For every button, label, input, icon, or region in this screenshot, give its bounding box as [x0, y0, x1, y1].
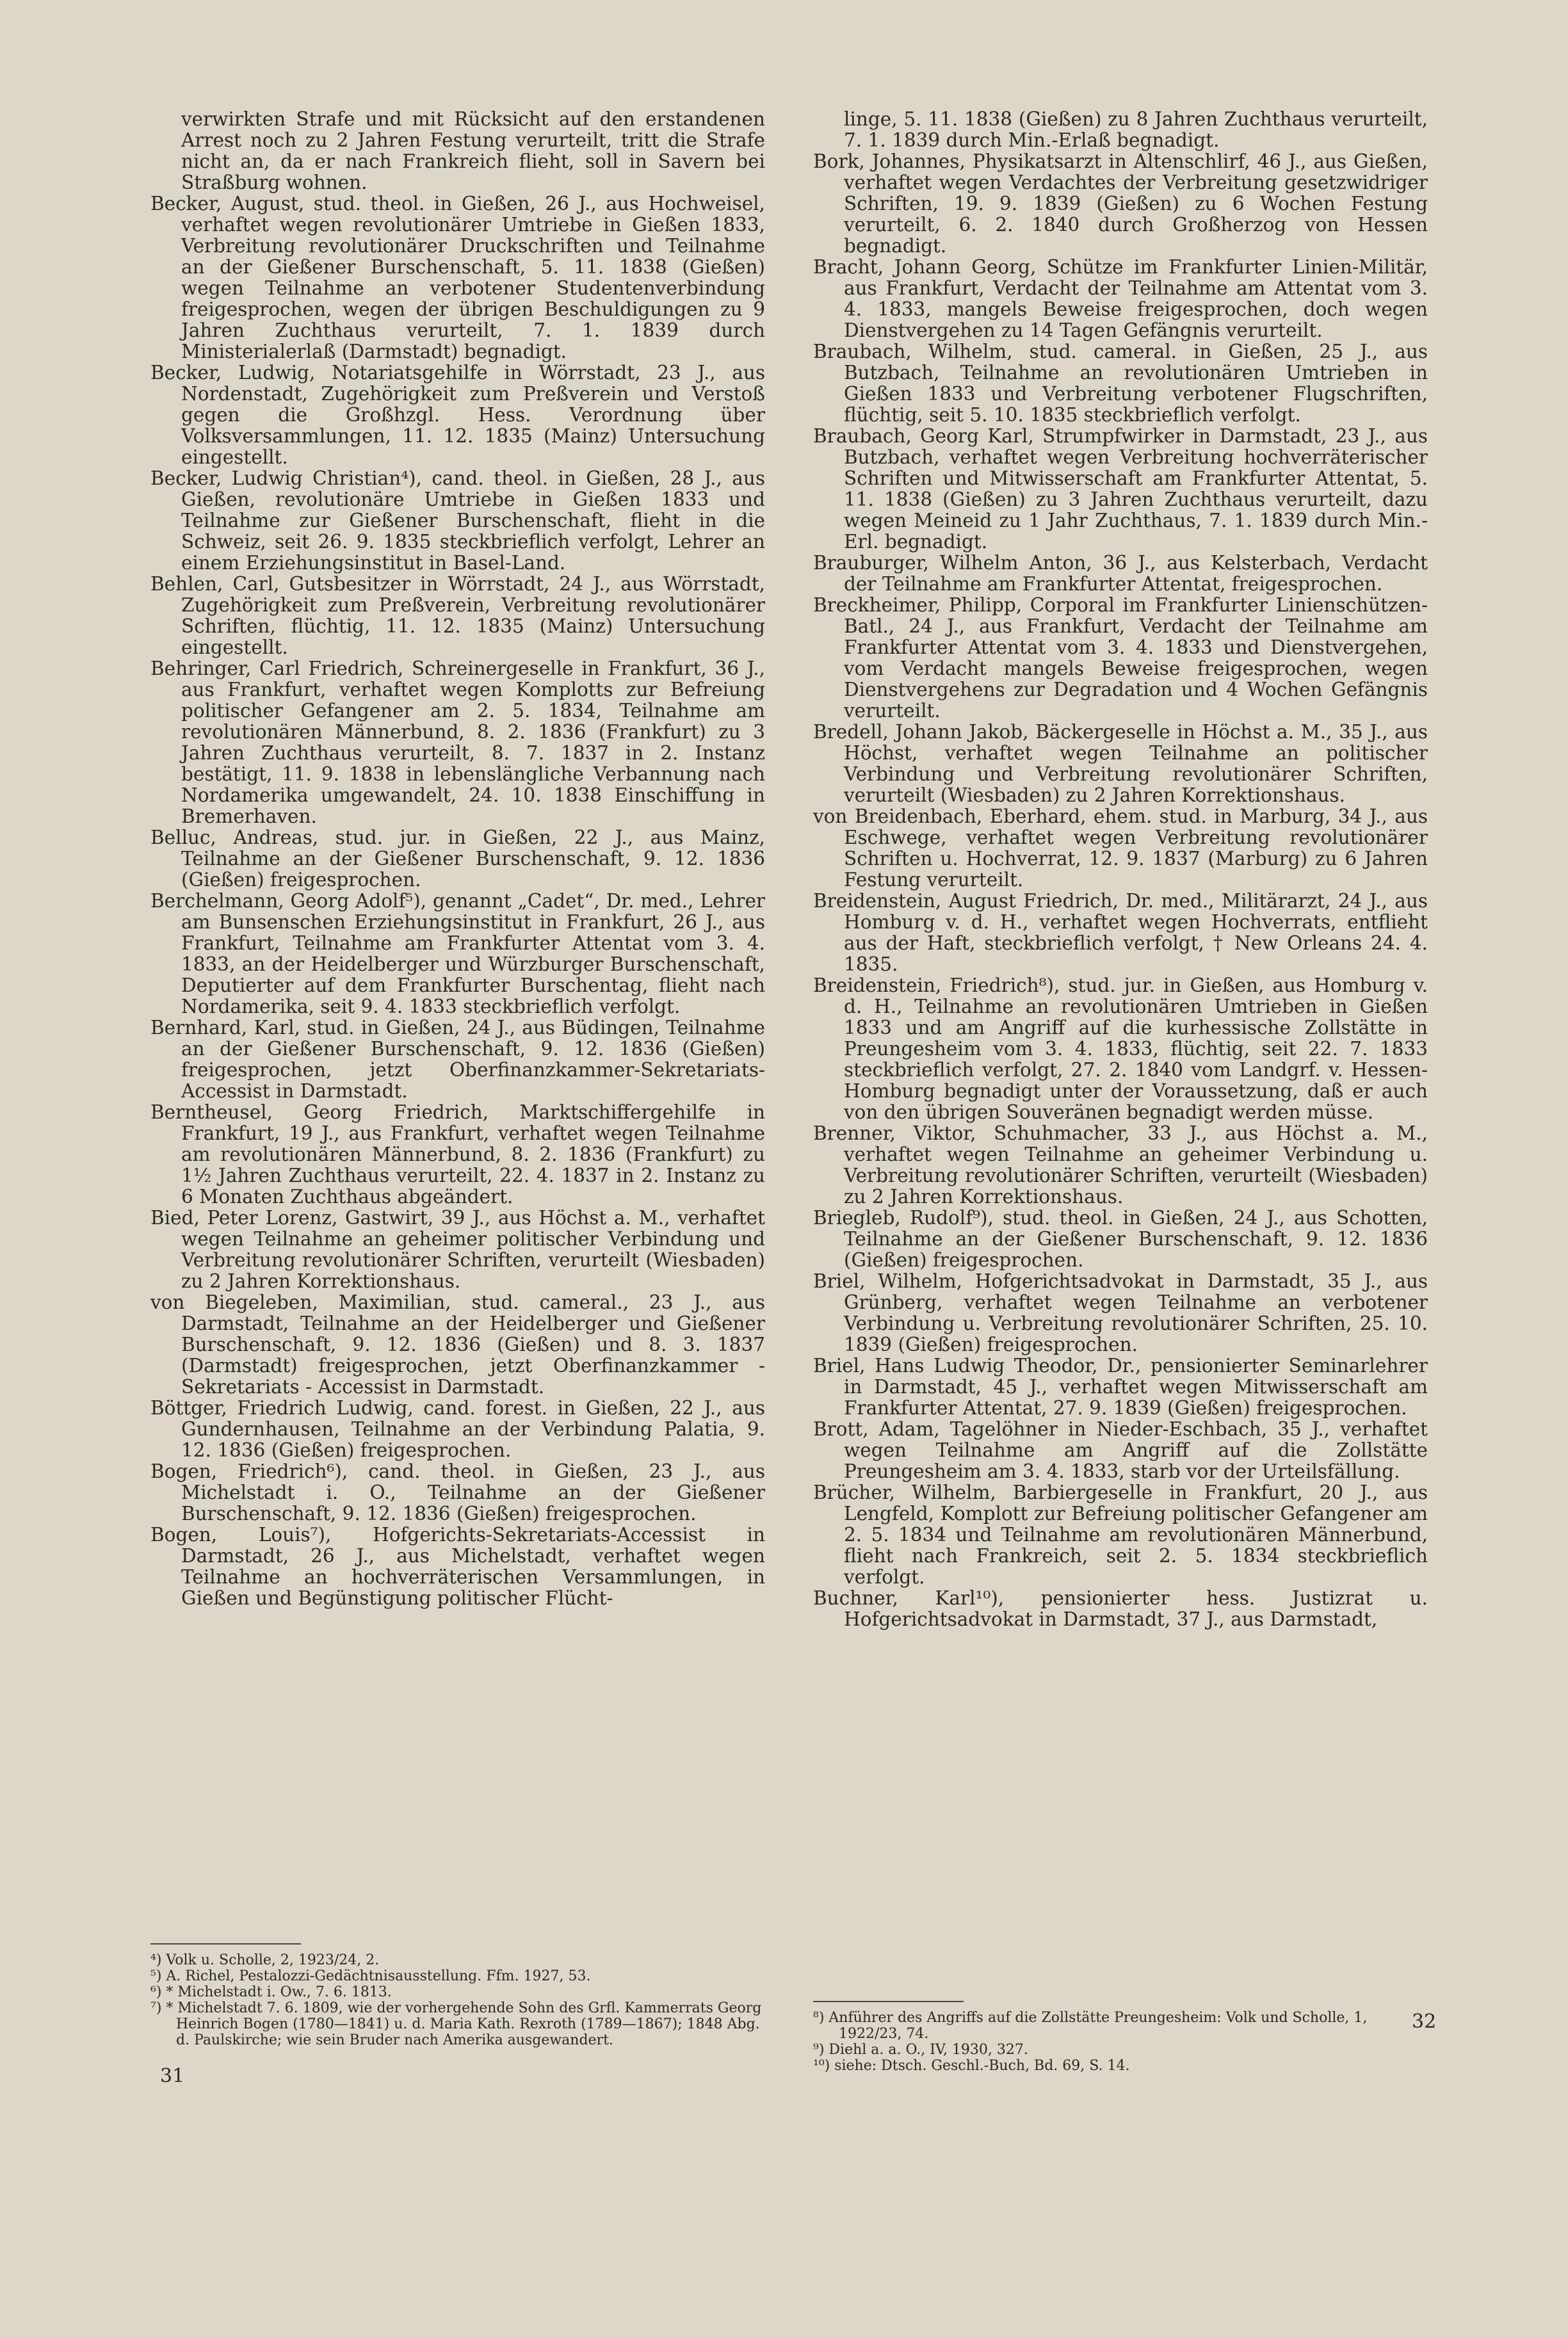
- entry: Becker, August, stud. theol. in Gießen, 26 J., aus Hochweisel, verhaftet wegen revolutionärer Umtriebe in Gießen 1833, Verbreitung revolutionärer Druckschriften und Teilnahme an der Gießener Burschenschaft, 5. 11. 1838 (Gießen) wegen Teilnahme an verbotener Studentenverbindung freigesprochen, wegen der übrigen Beschuldigungen zu 9 Jahren Zuchthaus verurteilt, 7. 1. 1839 durch Ministerialerlaß (Darmstadt) begnadigt.: [150, 193, 765, 362]
- entry: Bracht, Johann Georg, Schütze im Frankfurter Linien-Militär, aus Frankfurt, Verdacht der Teilnahme am Attentat vom 3. 4. 1833, mangels Beweise freigesprochen, doch wegen Dienstvergehen zu 14 Tagen Gefängnis verurteilt.: [813, 256, 1428, 341]
- entry: Berchelmann, Georg Adolf⁵), genannt „Cadet“, Dr. med., Lehrer am Bunsenschen Erziehungsinstitut in Frankfurt, 26 J., aus Frankfurt, Teilnahme am Frankfurter Attentat vom 3. 4. 1833, an der Heidelberger und Würzburger Burschenschaft, Deputierter auf dem Frankfurter Burschentag, flieht nach Nordamerika, seit 9. 4. 1833 steckbrieflich verfolgt.: [150, 890, 765, 1017]
- entry: Bredell, Johann Jakob, Bäckergeselle in Höchst a. M., 35 J., aus Höchst, verhaftet wegen Teilnahme an politischer Verbindung und Verbreitung revolutionärer Schriften, verurteilt (Wiesbaden) zu 2 Jahren Korrektionshaus.: [813, 721, 1428, 806]
- footnote: ⁴) Volk u. Scholle, 2, 1923/24, 2.: [150, 1952, 380, 1968]
- footnote: ¹⁰) siehe: Dtsch. Geschl.-Buch, Bd. 69, S. 14.: [813, 2058, 1130, 2074]
- entry: Briegleb, Rudolf⁹), stud. theol. in Gießen, 24 J., aus Schotten, Teilnahme an der Gießener Burschenschaft, 9. 12. 1836 (Gießen) freigesprochen.: [813, 1207, 1428, 1271]
- entry: Briel, Wilhelm, Hofgerichtsadvokat in Darmstadt, 35 J., aus Grünberg, verhaftet wegen Teilnahme an verbotener Verbindung u. Verbreitung revolutionärer Schriften, 25. 10. 1839 (Gießen) freigesprochen.: [813, 1270, 1428, 1355]
- entry: Bogen, Friedrich⁶), cand. theol. in Gießen, 23 J., aus Michelstadt i. O., Teilnahme an der Gießener Burschenschaft, 9. 12. 1836 (Gießen) freigesprochen.: [150, 1460, 765, 1524]
- entry: linge, 5. 11. 1838 (Gießen) zu 8 Jahren Zuchthaus verurteilt, 7. 1. 1839 durch Min.-Erlaß begnadigt.: [844, 108, 1428, 151]
- right-footnotes: [813, 2001, 1428, 2074]
- footnote: ⁸) Anführer des Angriffs auf die Zollstätte Preungesheim: Volk und Scholle, 1, 1922/23, 74.: [813, 2010, 1368, 2042]
- entry: Brücher, Wilhelm, Barbiergeselle in Frankfurt, 20 J., aus Lengfeld, Komplott zur Befreiung politischer Gefangener am 2. 5. 1834 und Teilnahme am revolutionären Männerbund, flieht nach Frankreich, seit 2. 5. 1834 steckbrieflich verfolgt.: [813, 1482, 1428, 1588]
- entry: Brott, Adam, Tagelöhner in Nieder-Eschbach, 35 J., verhaftet wegen Teilnahme am Angriff auf die Zollstätte Preungesheim am 3. 4. 1833, starb vor der Urteilsfällung.: [813, 1418, 1428, 1482]
- left-page: [150, 109, 765, 2337]
- entry: Buchner, Karl¹⁰), pensionierter hess. Justizrat u. Hofgerichtsadvokat in Darmstadt, 37 J., aus Darmstadt,: [813, 1587, 1428, 1630]
- entry: Breckheimer, Philipp, Corporal im Frankfurter Linienschützen-Batl., 24 J., aus Frankfurt, Verdacht der Teilnahme am Frankfurter Attentat vom 3. 4. 1833 und Dienstvergehen, vom Verdacht mangels Beweise freigesprochen, wegen Dienstvergehens zur Degradation und 4 Wochen Gefängnis verurteilt.: [813, 594, 1428, 722]
- entry: Breidenstein, Friedrich⁸), stud. jur. in Gießen, aus Homburg v. d. H., Teilnahme an revolutionären Umtrieben in Gießen 1833 und am Angriff auf die kurhessische Zollstätte in Preungesheim vom 3. 4. 1833, flüchtig, seit 22. 7. 1833 steckbrieflich verfolgt, 27. 2. 1840 vom Landgrf. v. Hessen-Homburg begnadigt unter der Voraussetzung, daß er auch von den übrigen Souveränen begnadigt werden müsse.: [813, 974, 1428, 1123]
- footnote: ⁹) Diehl a. a. O., IV, 1930, 327.: [813, 2042, 1028, 2058]
- entry: Brauburger, Wilhelm Anton, 36 J., aus Kelsterbach, Verdacht der Teilnahme am Frankfurter Attentat, freigesprochen.: [813, 552, 1428, 595]
- right-page: [813, 109, 1428, 2337]
- entry: Böttger, Friedrich Ludwig, cand. forest. in Gießen, 22 J., aus Gundernhausen, Teilnahme an der Verbindung Palatia, 9. 12. 1836 (Gießen) freigesprochen.: [150, 1397, 765, 1461]
- entry: Braubach, Wilhelm, stud. cameral. in Gießen, 25 J., aus Butzbach, Teilnahme an revolutionären Umtrieben in Gießen 1833 und Verbreitung verbotener Flugschriften, flüchtig, seit 5. 10. 1835 steckbrieflich verfolgt.: [813, 341, 1428, 426]
- entry: Bernhard, Karl, stud. in Gießen, 24 J., aus Büdingen, Teilnahme an der Gießener Burschenschaft, 9. 12. 1836 (Gießen) freigesprochen, jetzt Oberfinanzkammer-Sekretariats-Accessist in Darmstadt.: [150, 1017, 765, 1102]
- left-footnotes: [150, 1943, 765, 2048]
- entry: von Biegeleben, Maximilian, stud. cameral., 23 J., aus Darmstadt, Teilnahme an der Heidelberger und Gießener Burschenschaft, 9. 12. 1836 (Gießen) und 8. 3. 1837 (Darmstadt) freigesprochen, jetzt Oberfinanzkammer - Sekretariats - Accessist in Darmstadt.: [150, 1291, 765, 1398]
- entry: Becker, Ludwig, Notariatsgehilfe in Wörrstadt, 23 J., aus Nordenstadt, Zugehörigkeit zum Preßverein und Verstoß gegen die Großhzgl. Hess. Verordnung über Volksversammlungen, 11. 12. 1835 (Mainz) Untersuchung eingestellt.: [150, 362, 765, 468]
- footnote: ⁵) A. Richel, Pestalozzi-Gedächtnisausstellung. Ffm. 1927, 53.: [150, 1968, 591, 1984]
- footnote-divider: [150, 1943, 301, 1945]
- entry: Bied, Peter Lorenz, Gastwirt, 39 J., aus Höchst a. M., verhaftet wegen Teilnahme an geheimer politischer Verbindung und Verbreitung revolutionärer Schriften, verurteilt (Wiesbaden) zu 2 Jahren Korrektionshaus.: [150, 1207, 765, 1292]
- entry: Belluc, Andreas, stud. jur. in Gießen, 22 J., aus Mainz, Teilnahme an der Gießener Burschenschaft, 9. 12. 1836 (Gießen) freigesprochen.: [150, 827, 765, 891]
- entry: Bogen, Louis⁷), Hofgerichts-Sekretariats-Accessist in Darmstadt, 26 J., aus Michelstadt, verhaftet wegen Teilnahme an hochverräterischen Versammlungen, in Gießen und Begünstigung politischer Flücht-: [150, 1524, 765, 1609]
- entry: Behlen, Carl, Gutsbesitzer in Wörrstadt, 24 J., aus Wörrstadt, Zugehörigkeit zum Preßverein, Verbreitung revolutionärer Schriften, flüchtig, 11. 12. 1835 (Mainz) Untersuchung eingestellt.: [150, 573, 765, 658]
- entry: Breidenstein, August Friedrich, Dr. med., Militärarzt, 24 J., aus Homburg v. d. H., verhaftet wegen Hochverrats, entflieht aus der Haft, steckbrieflich verfolgt, † New Orleans 24. 4. 1835.: [813, 890, 1428, 975]
- page-number-right: 32: [1412, 2010, 1437, 2033]
- entry: Becker, Ludwig Christian⁴), cand. theol. in Gießen, 28 J., aus Gießen, revolutionäre Umtriebe in Gießen 1833 und Teilnahme zur Gießener Burschenschaft, flieht in die Schweiz, seit 26. 9. 1835 steckbrieflich verfolgt, Lehrer an einem Erziehungsinstitut in Basel-Land.: [150, 467, 765, 574]
- entry: Berntheusel, Georg Friedrich, Marktschiffergehilfe in Frankfurt, 19 J., aus Frankfurt, verhaftet wegen Teilnahme am revolutionären Männerbund, 8. 2. 1836 (Frankfurt) zu 1½ Jahren Zuchthaus verurteilt, 22. 4. 1837 in 2. Instanz zu 6 Monaten Zuchthaus abgeändert.: [150, 1101, 765, 1208]
- page-number-left: 31: [160, 2065, 185, 2087]
- entry: Braubach, Georg Karl, Strumpfwirker in Darmstadt, 23 J., aus Butzbach, verhaftet wegen Verbreitung hochverräterischer Schriften und Mitwisserschaft am Frankfurter Attentat, 5. 11. 1838 (Gießen) zu 3 Jahren Zuchthaus verurteilt, dazu wegen Meineid zu 1 Jahr Zuchthaus, 7. 1. 1839 durch Min.-Erl. begnadigt.: [813, 425, 1428, 553]
- entry: Bork, Johannes, Physikatsarzt in Altenschlirf, 46 J., aus Gießen, verhaftet wegen Verdachtes der Verbreitung gesetzwidriger Schriften, 19. 9. 1839 (Gießen) zu 6 Wochen Festung verurteilt, 6. 2. 1840 durch Großherzog von Hessen begnadigt.: [813, 150, 1428, 257]
- entry: von Breidenbach, Eberhard, ehem. stud. in Marburg, 34 J., aus Eschwege, verhaftet wegen Verbreitung revolutionärer Schriften u. Hochverrat, 12. 9. 1837 (Marburg) zu 6 Jahren Festung verurteilt.: [813, 805, 1428, 891]
- footnote-divider: [813, 2001, 964, 2002]
- footnote: ⁷) * Michelstadt 7. 6. 1809, wie der vorhergehende Sohn des Grfl. Kammerrats Georg Heinrich Bogen (1780—1841) u. d. Maria Kath. Rexroth (1789—1867); 1848 Abg. d. Paulskirche; wie sein Bruder nach Amerika ausgewandert.: [150, 2000, 762, 2048]
- footnote: ⁶) * Michelstadt i. Ow., 7. 6. 1813.: [150, 1984, 392, 2000]
- entry: Behringer, Carl Friedrich, Schreinergeselle in Frankfurt, 36 J., aus Frankfurt, verhaftet wegen Komplotts zur Befreiung politischer Gefangener am 2. 5. 1834, Teilnahme am revolutionären Männerbund, 8. 2. 1836 (Frankfurt) zu 3 Jahren Zuchthaus verurteilt, 8. 7. 1837 in 2. Instanz bestätigt, 11. 9. 1838 in lebenslängliche Verbannung nach Nordamerika umgewandelt, 24. 10. 1838 Einschiffung in Bremerhaven.: [150, 658, 765, 827]
- entry: verwirkten Strafe und mit Rücksicht auf den erstandenen Arrest noch zu 2 Jahren Festung verurteilt, tritt die Strafe nicht an, da er nach Frankreich flieht, soll in Savern bei Straßburg wohnen.: [181, 108, 765, 193]
- entry: Brenner, Viktor, Schuhmacher, 33 J., aus Höchst a. M., verhaftet wegen Teilnahme an geheimer Verbindung u. Verbreitung revolutionärer Schriften, verurteilt (Wiesbaden) zu 2 Jahren Korrektionshaus.: [813, 1122, 1428, 1208]
- entry: Briel, Hans Ludwig Theodor, Dr., pensionierter Seminarlehrer in Darmstadt, 45 J., verhaftet wegen Mitwisserschaft am Frankfurter Attentat, 27. 9. 1839 (Gießen) freigesprochen.: [813, 1355, 1428, 1419]
